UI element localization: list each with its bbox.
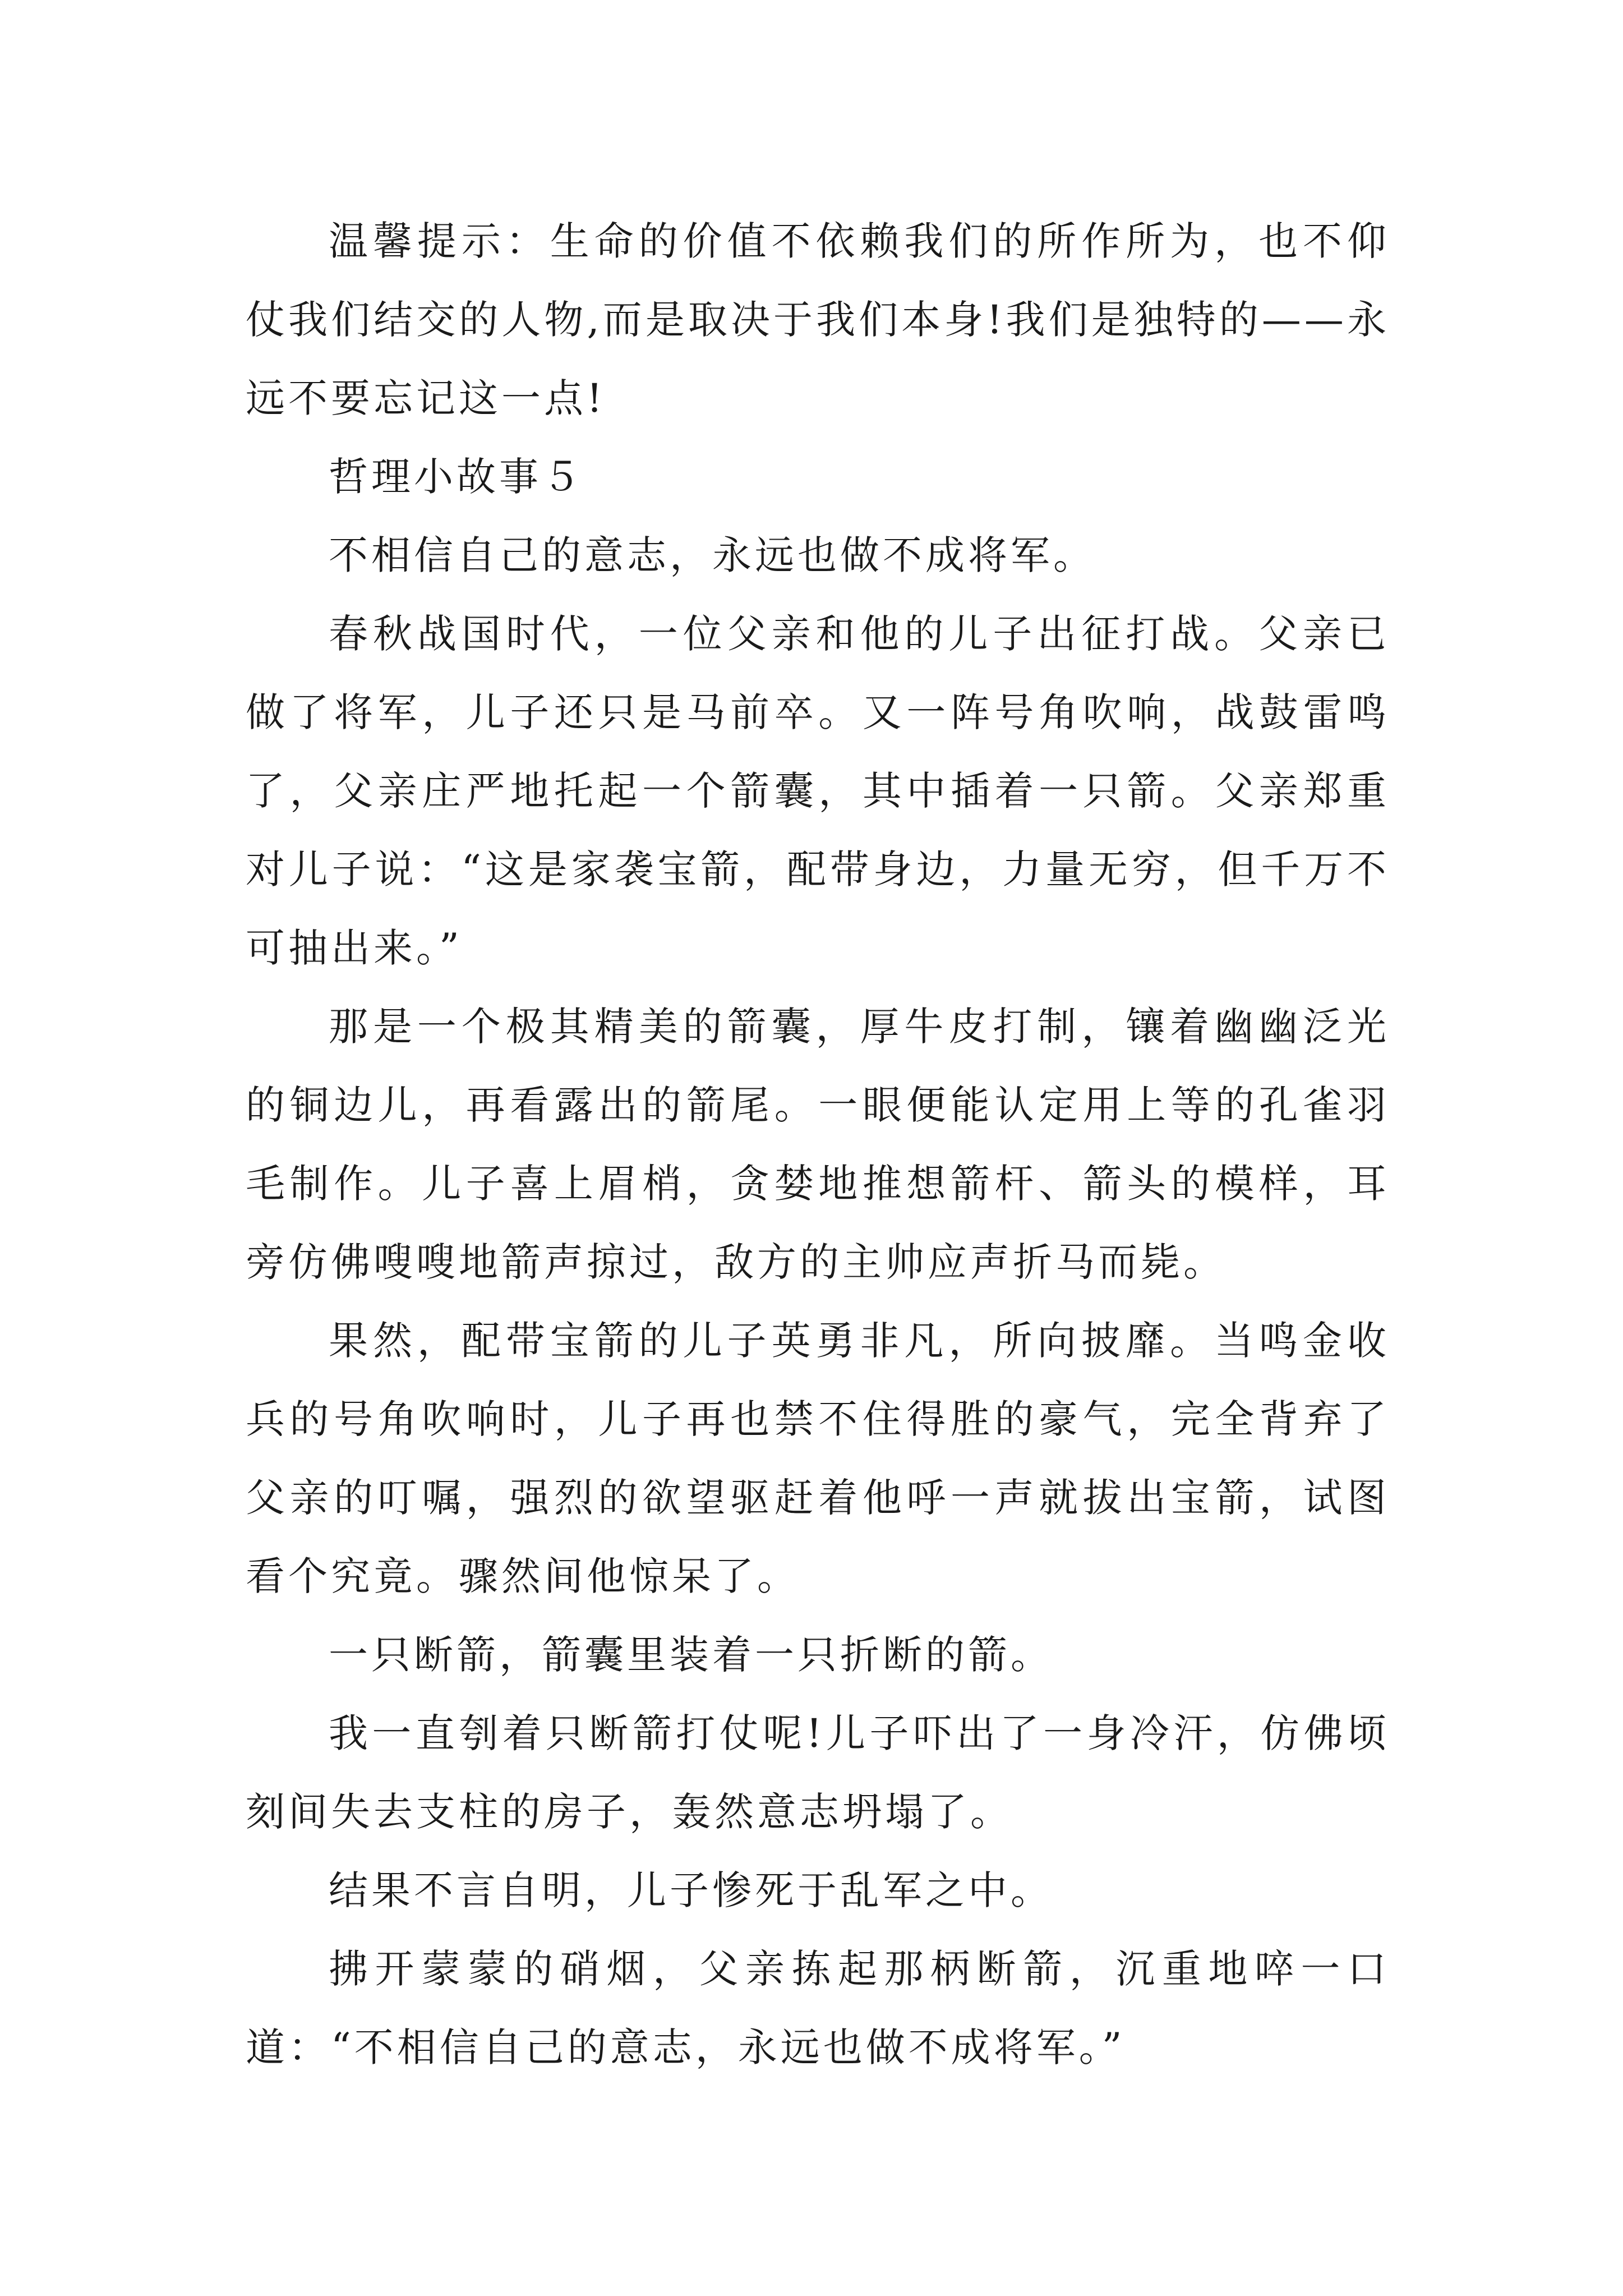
story-paragraph: 我一直刳着只断箭打仗呢!儿子吓出了一身冷汗，仿佛顷刻间失去支柱的房子，轰然意志坍塌了。 <box>246 1710 1390 1835</box>
story-paragraph: 那是一个极其精美的箭囊，厚牛皮打制，镶着幽幽泛光的铜边儿，再看露出的箭尾。一眼便能认定用上等的孔雀羽毛制作。儿子喜上眉梢，贪婪地推想箭杆、箭头的模样，耳旁仿佛嗖嗖地箭声掠过，敌方的主帅应声折马而毙。 <box>246 1004 1390 1285</box>
story-paragraph: 结果不言自明，儿子惨死于乱军之中。 <box>329 1867 1053 1913</box>
story-paragraph: 拂开蒙蒙的硝烟，父亲拣起那柄断箭，沉重地啐一口道：“不相信自己的意志，永远也做不成将军。” <box>246 1946 1390 2070</box>
story-heading: 哲理小故事５ <box>329 454 584 500</box>
story-paragraph: 春秋战国时代，一位父亲和他的儿子出征打战。父亲已做了将军，儿子还只是马前卒。又一阵号角吹响，战鼓雷鸣了，父亲庄严地托起一个箭囊，其中插着一只箭。父亲郑重对儿子说：“这是家袭宝箭，配带身边，力量无穷，但千万不可抽出来。” <box>246 611 1390 971</box>
story-paragraph: 果然，配带宝箭的儿子英勇非凡，所向披靡。当鸣金收兵的号角吹响时，儿子再也禁不住得胜的豪气，完全背弃了父亲的叮嘱，强烈的欲望驱赶着他呼一声就拔出宝箭，试图看个究竟。骤然间他惊呆了。 <box>246 1318 1390 1599</box>
story-paragraph: 一只断箭，箭囊里装着一只折断的箭。 <box>329 1632 1053 1678</box>
story-motto: 不相信自己的意志，永远也做不成将军。 <box>329 532 1096 578</box>
document-body <box>246 202 1390 2087</box>
tip-paragraph: 温馨提示：生命的价值不依赖我们的所作所为，也不仰仗我们结交的人物,而是取决于我们本身!我们是独特的——永远不要忘记这一点! <box>246 218 1390 421</box>
